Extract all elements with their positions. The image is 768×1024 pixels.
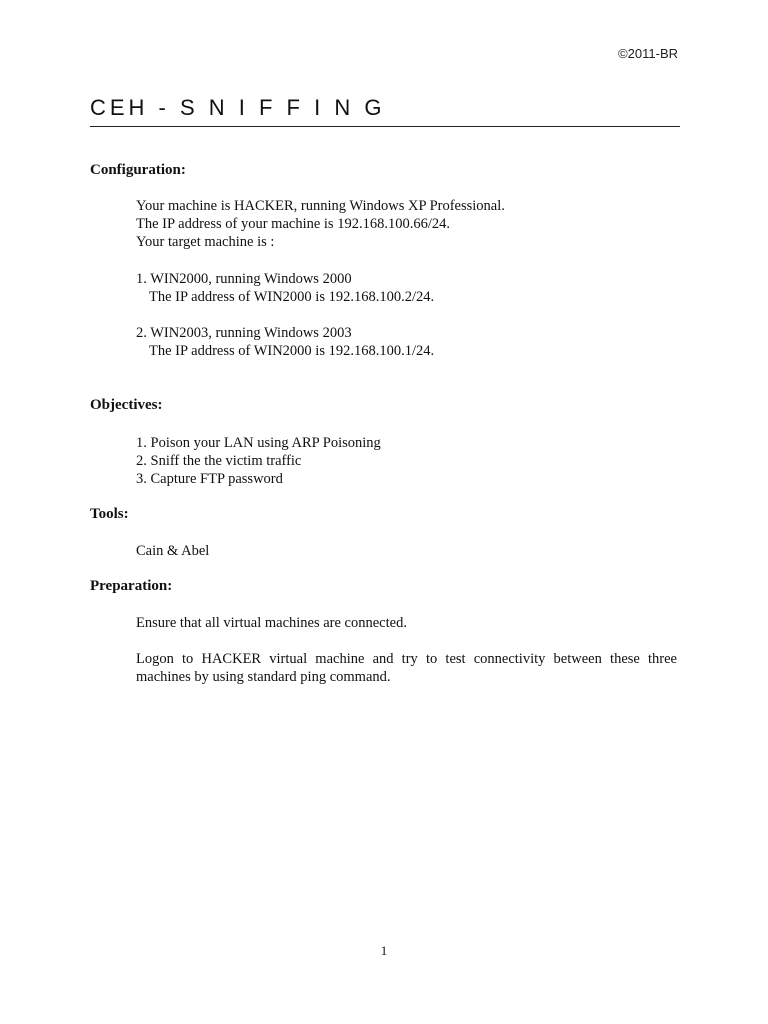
config-line: Your target machine is : — [136, 234, 275, 250]
preparation-paragraph: Ensure that all virtual machines are connected. — [136, 615, 407, 631]
copyright-notice: ©2011-BR — [618, 46, 678, 61]
target-name: 2. WIN2003, running Windows 2003 — [136, 325, 352, 341]
objectives-heading: Objectives: — [90, 397, 163, 413]
objective-item: 2. Sniff the the victim traffic — [136, 453, 302, 469]
target-name: 1. WIN2000, running Windows 2000 — [136, 271, 352, 287]
config-line: The IP address of your machine is 192.168.100.66/24. — [136, 216, 450, 232]
preparation-paragraph: Logon to HACKER virtual machine and try to test connectivity between these three machines by using standard ping command. — [136, 651, 677, 685]
target-ip: The IP address of WIN2000 is 192.168.100.2/24. — [149, 289, 435, 305]
configuration-heading: Configuration: — [90, 162, 186, 178]
target-ip: The IP address of WIN2000 is 192.168.100.1/24. — [149, 343, 435, 359]
title-divider — [90, 126, 680, 127]
objective-item: 3. Capture FTP password — [136, 471, 283, 487]
objective-item: 1. Poison your LAN using ARP Poisoning — [136, 435, 381, 451]
tool-item: Cain & Abel — [136, 543, 210, 559]
preparation-heading: Preparation: — [90, 578, 173, 594]
tools-heading: Tools: — [90, 506, 129, 522]
page-number: 1 — [380, 943, 388, 958]
config-line: Your machine is HACKER, running Windows XP Professional. — [136, 198, 505, 214]
document-title: CEH - S N I F F I N G — [90, 95, 386, 120]
